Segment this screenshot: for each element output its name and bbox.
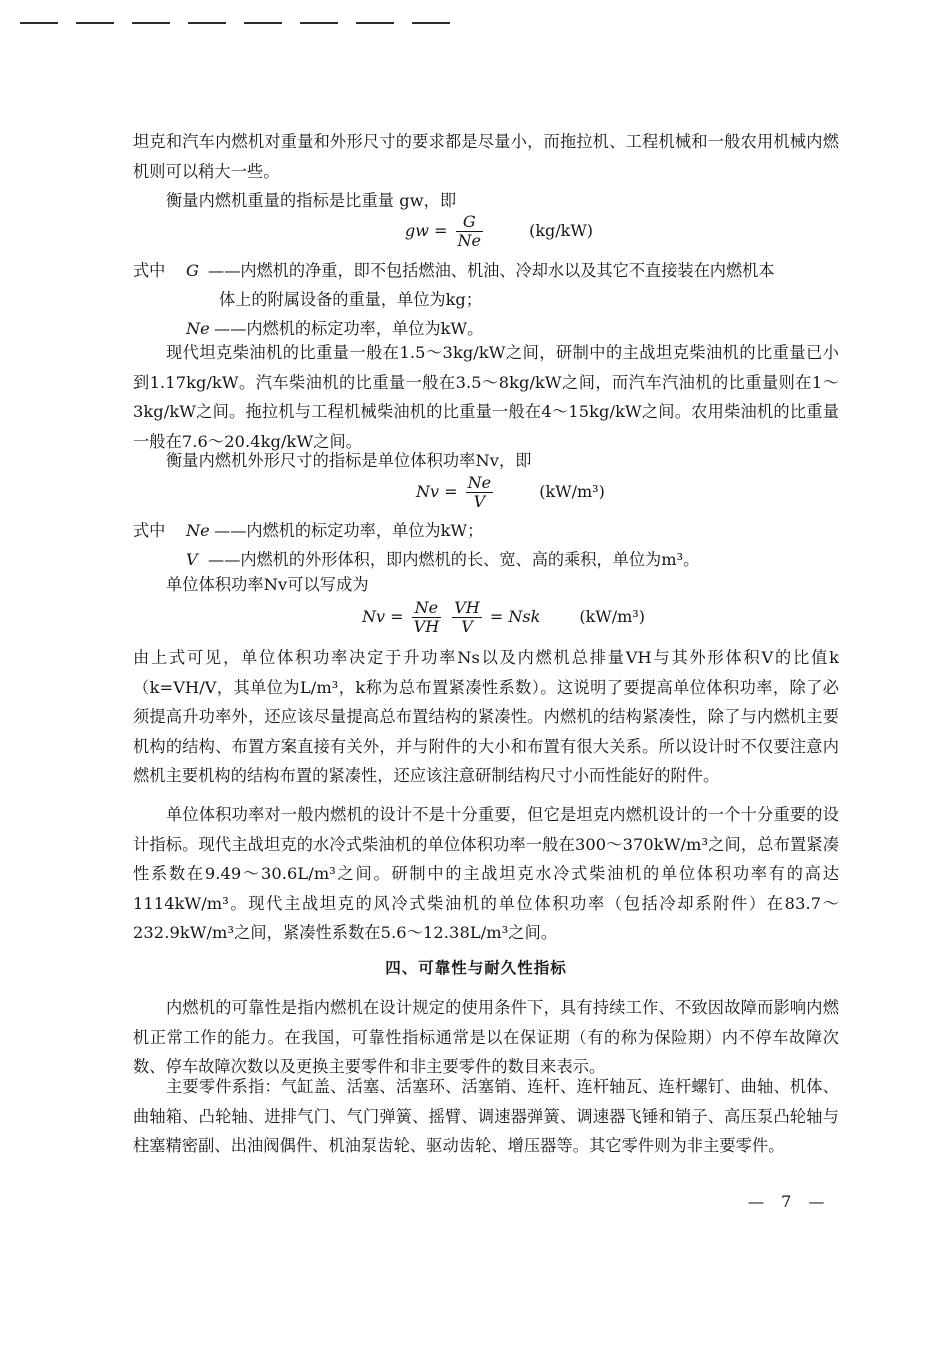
eq1-fraction	[456, 213, 483, 250]
def2-symbol-v: V	[186, 550, 198, 569]
eq3-denominator-1: VH	[413, 617, 440, 636]
def1-symbol-g: G	[186, 261, 199, 280]
eq3-equals: =	[390, 607, 404, 626]
dash	[76, 22, 114, 24]
dash	[244, 22, 282, 24]
dash	[132, 22, 170, 24]
eq2-numerator: Ne	[467, 473, 492, 492]
equation-specific-weight	[405, 213, 593, 250]
eq3-unit: (kW/m³)	[579, 607, 645, 626]
paragraph-main-parts: 主要零件系指：气缸盖、活塞、活塞环、活塞销、连杆、连杆轴瓦、连杆螺钉、曲轴、机体、曲轴箱、凸轮轴、进排气门、气门弹簧、摇臂、调速器弹簧、调速器飞锤和销子、高压泵凸轮轴与柱塞精密副、出油阀偶件、机油泵齿轮、驱动齿轮、增压器等。其它零件则为非主要零件。	[133, 1077, 839, 1156]
dash	[356, 22, 394, 24]
eq1-numerator: G	[456, 213, 483, 232]
eq1-unit: (kg/kW)	[529, 221, 594, 240]
def1-text-g2: 体上的附属设备的重量，单位为kg；	[219, 290, 482, 309]
def1-text-ne: ——内燃机的标定功率，单位为kW。	[214, 319, 484, 338]
def2-lead: 式中	[133, 521, 166, 540]
dash	[20, 22, 58, 24]
def2-symbol-ne: Ne	[186, 521, 210, 540]
eq2-unit: (kW/m³)	[539, 482, 605, 501]
paragraph-weight-values: 现代坦克柴油机的比重量一般在1.5～3kg/kW之间，研制中的主战坦克柴油机的比重量已小到1.17kg/kW。汽车柴油机的比重量一般在3.5～8kg/kW之间，而汽车汽油机的比重量则在1～3kg/kW之间。拖拉机与工程机械柴油机的比重量一般在4～15kg/kW之间。农用柴油机的比重量一般在7.6～20.4kg/kW之间。	[133, 343, 839, 451]
eq2-denominator: V	[473, 492, 486, 511]
eq3-denominator-2: V	[461, 617, 473, 636]
page-number: — 7 —	[748, 1192, 831, 1211]
eq1-denominator: Ne	[457, 231, 481, 250]
section-heading: 四、可靠性与耐久性指标	[385, 959, 567, 977]
eq3-fraction-2	[452, 599, 482, 636]
eq2-fraction	[466, 474, 493, 511]
eq1-equals: =	[434, 221, 448, 240]
def2-text-v: ——内燃机的外形体积，即内燃机的长、宽、高的乘积，单位为m³。	[208, 550, 700, 569]
eq3-numerator-1: Ne	[412, 599, 442, 618]
paragraph-weight-intro: 坦克和汽车内燃机对重量和外形尺寸的要求都是尽量小，而拖拉机、工程机械和一般农用机械内燃机则可以稍大一些。	[133, 132, 839, 181]
eq2-equals: =	[444, 482, 458, 501]
equation-volume-power	[416, 474, 605, 511]
eq3-fraction-1	[412, 599, 442, 636]
dash	[412, 22, 450, 24]
def1-text-g1: ——内燃机的净重，即不包括燃油、机油、冷却水以及其它不直接装在内燃机本	[208, 261, 775, 280]
header-dashes	[20, 10, 450, 30]
dash	[188, 22, 226, 24]
equation-volume-power-expanded	[362, 599, 645, 636]
eq3-rhs: = Nsk	[489, 607, 541, 626]
def2-text-ne: ——内燃机的标定功率，单位为kW；	[214, 521, 484, 540]
paragraph-volume-power: 衡量内燃机外形尺寸的指标是单位体积功率Nv，即	[166, 451, 532, 470]
paragraph-compactness: 由上式可见，单位体积功率决定于升功率Ns以及内燃机总排量VH与其外形体积V的比值k（k=VH/V，其单位为L/m³，k称为总布置紧凑性系数）。这说明了要提高单位体积功率，除了必须提高升功率外，还应该尽量提高总布置结构的紧凑性。内燃机的结构紧凑性，除了与内燃机主要机构的结构、布置方案直接有关外，并与附件的大小和布置有很大关系。所以设计时不仅要注意内燃机主要机构的结构布置的紧凑性，还应该注意研制结构尺寸小而性能好的附件。	[133, 648, 839, 786]
def1-symbol-ne: Ne	[186, 319, 210, 338]
eq1-lhs: gw	[405, 221, 429, 240]
paragraph-reliability: 内燃机的可靠性是指内燃机在设计规定的使用条件下，具有持续工作、不致因故障而影响内燃机正常工作的能力。在我国，可靠性指标通常是以在保证期（有的称为保险期）内不停车故障次数、停车故障次数以及更换主要零件和非主要零件的数目来表示。	[133, 998, 839, 1077]
paragraph-volume-power-rewrite: 单位体积功率Nv可以写成为	[166, 575, 369, 594]
eq3-lhs: Nv	[362, 607, 386, 626]
dash	[300, 22, 338, 24]
eq3-numerator-2: VH	[454, 598, 480, 617]
paragraph-specific-weight: 衡量内燃机重量的指标是比重量 gw，即	[166, 191, 457, 210]
eq2-lhs: Nv	[416, 482, 440, 501]
paragraph-tank-volume-power: 单位体积功率对一般内燃机的设计不是十分重要，但它是坦克内燃机设计的一个十分重要的设计指标。现代主战坦克的水冷式柴油机的单位体积功率一般在300～370kW/m³之间，总布置紧凑性系数在9.49～30.6L/m³之间。研制中的主战坦克水冷式柴油机的单位体积功率有的高达1114kW/m³。现代主战坦克的风冷式柴油机的单位体积功率（包括冷却系附件）在83.7～232.9kW/m³之间，紧凑性系数在5.6～12.38L/m³之间。	[133, 805, 839, 943]
def1-lead: 式中	[133, 261, 166, 280]
